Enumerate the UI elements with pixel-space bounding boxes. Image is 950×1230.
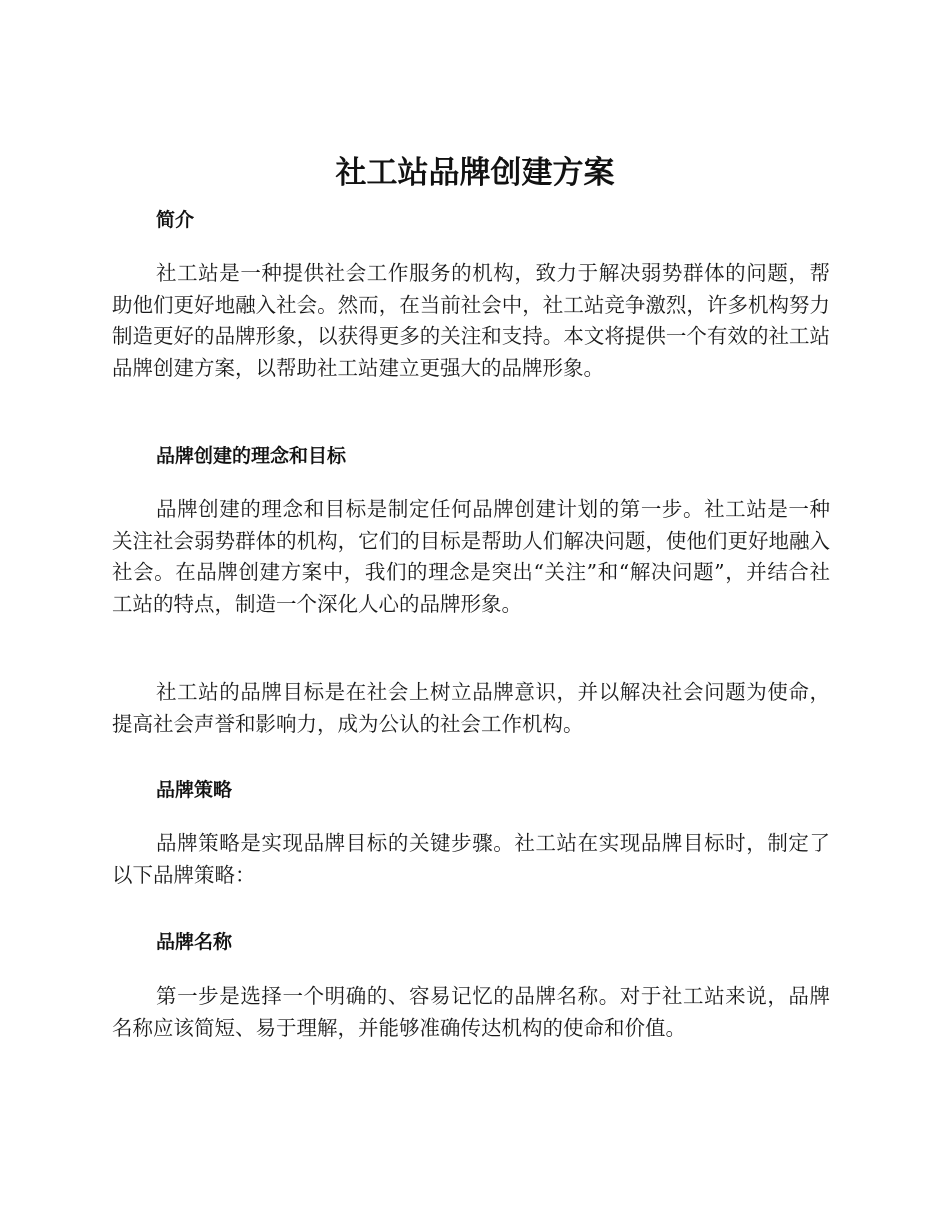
section-heading-concept-goals: 品牌创建的理念和目标 [156, 445, 347, 467]
paragraph-goals: 社工站的品牌目标是在社会上树立品牌意识，并以解决社会问题为使命，提高社会声誉和影响力，成为公认的社会工作机构。 [112, 680, 830, 736]
paragraph-intro: 社工站是一种提供社会工作服务的机构，致力于解决弱势群体的问题，帮助他们更好地融入社会。然而，在当前社会中，社工站竞争激烈，许多机构努力制造更好的品牌形象，以获得更多的关注和支持。本文将提供一个有效的社工站品牌创建方案，以帮助社工站建立更强大的品牌形象。 [112, 261, 830, 380]
document-title: 社工站品牌创建方案 [335, 155, 615, 191]
section-heading-brand-name: 品牌名称 [156, 931, 233, 953]
paragraph-strategy: 品牌策略是实现品牌目标的关键步骤。社工站在实现品牌目标时，制定了以下品牌策略： [112, 831, 830, 887]
section-heading-intro: 简介 [156, 209, 195, 231]
section-heading-strategy: 品牌策略 [156, 779, 233, 801]
paragraph-concept: 品牌创建的理念和目标是制定任何品牌创建计划的第一步。社工站是一种关注社会弱势群体的机构，它们的目标是帮助人们解决问题，使他们更好地融入社会。在品牌创建方案中，我们的理念是突出“关注”和“解决问题”，并结合社工站的特点，制造一个深化人心的品牌形象。 [112, 497, 830, 616]
paragraph-brand-name: 第一步是选择一个明确的、容易记忆的品牌名称。对于社工站来说，品牌名称应该简短、易于理解，并能够准确传达机构的使命和价值。 [112, 984, 830, 1040]
